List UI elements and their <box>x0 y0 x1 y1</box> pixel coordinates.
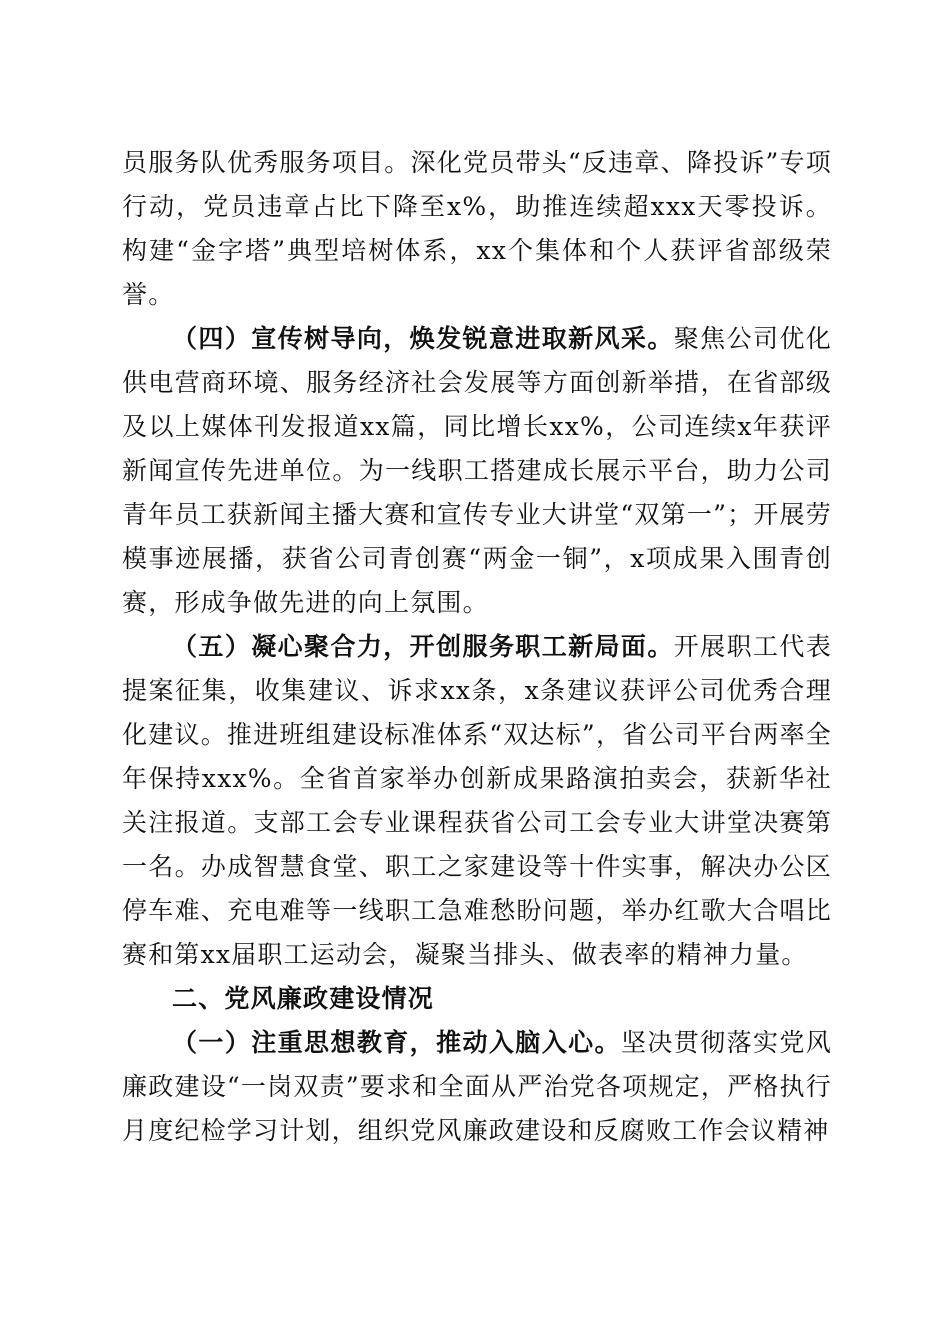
subsection-1-body: 坚决贯彻落实党风廉政建设“一岗双责”要求和全面从严治党各项规定，严格执行月度纪检学习计划，组织党风廉政建设和反腐败工作会议精神 <box>122 1028 832 1145</box>
section-5-lead: （五）凝心聚合力，开创服务职工新局面。 <box>172 632 674 661</box>
paragraph-subsection-1 <box>122 1021 832 1153</box>
paragraph-text: 员服务队优秀服务项目。深化党员带头“反违章、降投诉”专项行动，党员违章占比下降至x%，助推连续超xxx天零投诉。构建“金字塔”典型培树体系，xx个集体和个人获评省部级荣誉。 <box>122 148 832 309</box>
section-4-lead: （四）宣传树导向，焕发锐意进取新风采。 <box>172 324 674 353</box>
paragraph-section-5 <box>122 625 832 977</box>
document-body <box>122 141 832 1153</box>
paragraph-continuation <box>122 141 832 317</box>
section-4-body: 聚焦公司优化供电营商环境、服务经济社会发展等方面创新举措，在省部级及以上媒体刊发报道xx篇，同比增长xx%，公司连续x年获评新闻宣传先进单位。为一线职工搭建成长展示平台，助力公司青年员工获新闻主播大赛和宣传专业大讲堂“双第一”；开展劳模事迹展播，获省公司青创赛“两金一铜”，x项成果入围青创赛，形成争做先进的向上氛围。 <box>122 324 832 617</box>
section-heading: 二、党风廉政建设情况 <box>172 984 435 1013</box>
subsection-1-lead: （一）注重思想教育，推动入脑入心。 <box>172 1028 621 1057</box>
paragraph-section-4 <box>122 317 832 625</box>
section-5-body: 开展职工代表提案征集，收集建议、诉求xx条，x条建议获评公司优秀合理化建议。推进班组建设标准体系“双达标”，省公司平台两率全年保持xxx%。全省首家举办创新成果路演拍卖会，获新华社关注报道。支部工会专业课程获省公司工会专业大讲堂决赛第一名。办成智慧食堂、职工之家建设等十件实事，解决办公区停车难、充电难等一线职工急难愁盼问题，举办红歌大合唱比赛和第xx届职工运动会，凝聚当排头、做表率的精神力量。 <box>122 632 832 969</box>
